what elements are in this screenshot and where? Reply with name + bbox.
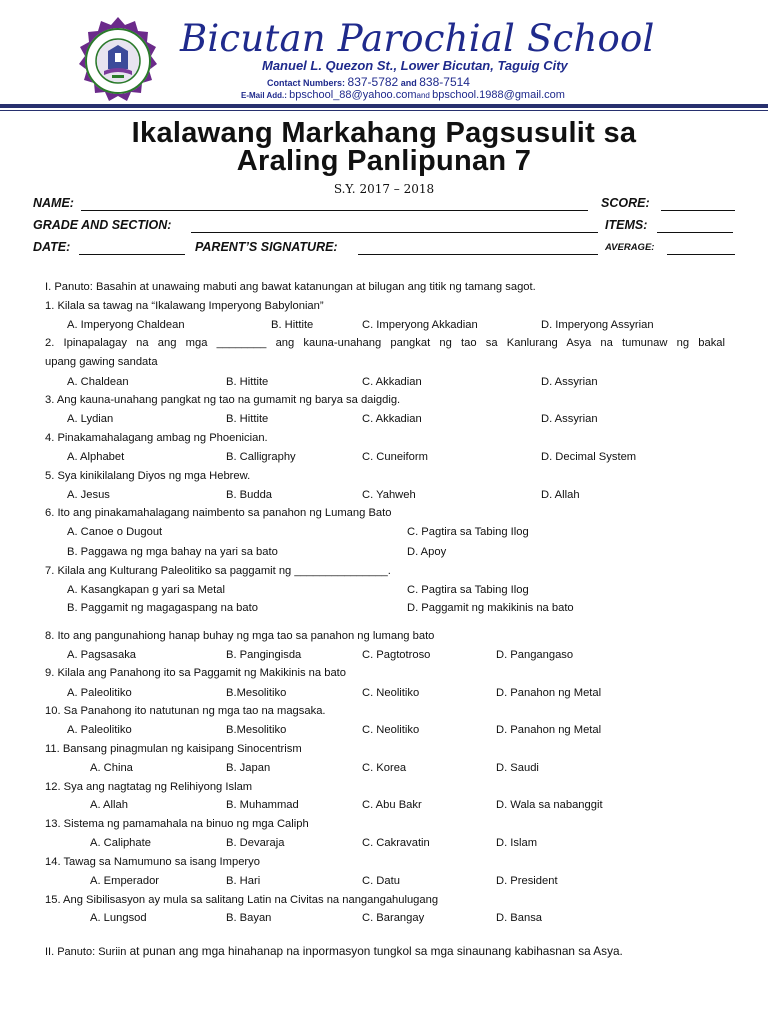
question-9-option-c[interactable]: C. Neolitiko — [362, 687, 420, 699]
question-7-option-d[interactable]: D. Paggamit ng makikinis na bato — [407, 602, 574, 614]
contact-number-2: 838-7514 — [419, 75, 470, 89]
question-13: 13. Sistema ng pamamahala na binuo ng mga Caliph — [45, 818, 309, 830]
question-14: 14. Tawag sa Namumuno sa isang Imperyo — [45, 856, 260, 868]
email-address — [241, 89, 565, 101]
parent-signature-label: PARENT’S SIGNATURE: — [195, 240, 338, 254]
question-1-option-d[interactable]: D. Imperyong Assyrian — [541, 319, 654, 331]
name-field[interactable] — [81, 210, 588, 211]
question-2-continued: upang gawing sandata — [45, 356, 158, 368]
question-6-option-d[interactable]: D. Apoy — [407, 546, 447, 558]
grade-section-field[interactable] — [191, 232, 598, 233]
question-5: 5. Sya kinikilalang Diyos ng mga Hebrew. — [45, 470, 251, 482]
question-11-option-c[interactable]: C. Korea — [362, 762, 407, 774]
question-1-option-a[interactable]: A. Imperyong Chaldean — [67, 319, 185, 331]
question-9: 9. Kilala ang Panahong ito sa Paggamit ng Makikinis na bato — [45, 667, 347, 679]
question-6: 6. Ito ang pinakamahalagang naimbento sa panahon ng Lumang Bato — [45, 507, 392, 519]
question-14-option-c[interactable]: C. Datu — [362, 875, 400, 887]
grade-section-label: GRADE AND SECTION: — [33, 218, 172, 232]
score-field[interactable] — [661, 210, 735, 211]
question-9-option-b[interactable]: B.Mesolitiko — [226, 687, 287, 699]
contact-number-1: 837-5782 — [347, 75, 399, 89]
question-4: 4. Pinakamahalagang ambag ng Phoenician. — [45, 432, 268, 444]
question-6-option-b[interactable]: B. Paggawa ng mga bahay na yari sa bato — [67, 546, 278, 558]
header-divider-thin — [0, 110, 768, 111]
contact-numbers — [267, 75, 470, 89]
exam-title-line-2: Araling Panlipunan 7 — [236, 145, 532, 177]
question-11-option-b[interactable]: B. Japan — [226, 762, 271, 774]
question-13-option-a[interactable]: A. Caliphate — [90, 837, 151, 849]
email-and: and — [416, 91, 433, 100]
question-12-option-d[interactable]: D. Wala sa nabanggit — [496, 799, 603, 811]
parent-signature-field[interactable] — [358, 254, 598, 255]
question-3-option-a[interactable]: A. Lydian — [67, 413, 114, 425]
date-label: DATE: — [33, 240, 71, 254]
question-7-option-b[interactable]: B. Paggamit ng magagaspang na bato — [67, 602, 258, 614]
question-2-option-d[interactable]: D. Assyrian — [541, 376, 598, 388]
question-5-option-c[interactable]: C. Yahweh — [362, 489, 416, 501]
question-10-option-c[interactable]: C. Neolitiko — [362, 724, 420, 736]
school-address: Manuel L. Quezon St., Lower Bicutan, Taguig City — [262, 58, 568, 73]
question-1-option-c[interactable]: C. Imperyong Akkadian — [362, 319, 478, 331]
part-1-instructions: I. Panuto: Basahin at unawaing mabuti ang bawat katanungan at bilugan ang titik ng tamang sagot. — [45, 281, 536, 293]
question-12-option-b[interactable]: B. Muhammad — [226, 799, 299, 811]
question-8-option-b[interactable]: B. Pangingisda — [226, 649, 302, 661]
question-11-option-a[interactable]: A. China — [90, 762, 133, 774]
email-label: E-Mail Add.: — [241, 91, 290, 100]
question-4-option-c[interactable]: C. Cuneiform — [362, 451, 428, 463]
question-9-option-a[interactable]: A. Paleolitiko — [67, 687, 132, 699]
contact-label: Contact Numbers: — [267, 78, 348, 88]
question-12: 12. Sya ang nagtatag ng Relihiyong Islam — [45, 781, 253, 793]
question-14-option-d[interactable]: D. President — [496, 875, 558, 887]
part-2-prefix: II. Panuto: Suriin — [45, 946, 127, 958]
question-11-option-d[interactable]: D. Saudi — [496, 762, 539, 774]
question-5-option-d[interactable]: D. Allah — [541, 489, 580, 501]
score-label: SCORE: — [601, 196, 650, 210]
question-2-option-a[interactable]: A. Chaldean — [67, 376, 129, 388]
question-3-option-b[interactable]: B. Hittite — [226, 413, 269, 425]
question-15: 15. Ang Sibilisasyon ay mula sa salitang Latin na Civitas na nangangahulugang — [45, 894, 439, 906]
question-4-option-b[interactable]: B. Calligraphy — [226, 451, 296, 463]
date-row — [33, 240, 735, 258]
part-2-instructions — [45, 944, 623, 958]
question-2-option-b[interactable]: B. Hittite — [226, 376, 269, 388]
question-13-option-d[interactable]: D. Islam — [496, 837, 538, 849]
question-15-option-a[interactable]: A. Lungsod — [90, 912, 147, 924]
question-8-option-a[interactable]: A. Pagsasaka — [67, 649, 137, 661]
question-12-option-a[interactable]: A. Allah — [90, 799, 128, 811]
question-8-option-c[interactable]: C. Pagtotroso — [362, 649, 431, 661]
name-label: NAME: — [33, 196, 74, 210]
email-1: bpschool_88@yahoo.com — [289, 89, 417, 101]
items-field[interactable] — [657, 232, 733, 233]
school-name: Bicutan Parochial School — [180, 17, 655, 60]
question-11: 11. Bansang pinagmulan ng kaisipang Sinocentrism — [45, 743, 302, 755]
question-7-option-a[interactable]: A. Kasangkapan g yari sa Metal — [67, 584, 225, 596]
question-13-option-b[interactable]: B. Devaraja — [226, 837, 285, 849]
grade-row — [33, 218, 735, 236]
question-3: 3. Ang kauna-unahang pangkat ng tao na gumamit ng barya sa daigdig. — [45, 394, 401, 406]
question-7-option-c[interactable]: C. Pagtira sa Tabing Ilog — [407, 584, 529, 596]
question-6-option-c[interactable]: C. Pagtira sa Tabing Ilog — [407, 526, 529, 538]
question-9-option-d[interactable]: D. Panahon ng Metal — [496, 687, 602, 699]
question-12-option-c[interactable]: C. Abu Bakr — [362, 799, 422, 811]
question-1-option-b[interactable]: B. Hittite — [271, 319, 314, 331]
email-2: bpschool.1988@gmail.com — [432, 89, 565, 101]
question-15-option-b[interactable]: B. Bayan — [226, 912, 272, 924]
question-2-option-c[interactable]: C. Akkadian — [362, 376, 422, 388]
question-2: 2. Ipinapalagay na ang mga ________ ang kauna-unahang pangkat ng tao sa Kanlurang Asya na tumunaw ng bakal — [45, 337, 725, 349]
part-2-text: at punan ang mga hinahanap na inpormasyon tungkol sa mga sinaunang kabihasnan sa Asya. — [126, 944, 623, 958]
question-3-option-d[interactable]: D. Assyrian — [541, 413, 598, 425]
question-5-option-a[interactable]: A. Jesus — [67, 489, 110, 501]
question-15-option-c[interactable]: C. Barangay — [362, 912, 425, 924]
question-10-option-d[interactable]: D. Panahon ng Metal — [496, 724, 602, 736]
school-header — [0, 0, 768, 110]
question-4-option-d[interactable]: D. Decimal System — [541, 451, 637, 463]
average-label: AVERAGE: — [605, 242, 655, 253]
items-label: ITEMS: — [605, 218, 648, 232]
date-field[interactable] — [79, 254, 185, 255]
question-8: 8. Ito ang pangunahiong hanap buhay ng mga tao sa panahon ng lumang bato — [45, 630, 435, 642]
school-year: S.Y. 2017 – 2018 — [333, 182, 435, 196]
name-row — [33, 196, 735, 214]
question-15-option-d[interactable]: D. Bansa — [496, 912, 543, 924]
question-10-option-a[interactable]: A. Paleolitiko — [67, 724, 132, 736]
question-6-option-a[interactable]: A. Canoe o Dugout — [67, 526, 163, 538]
average-field[interactable] — [667, 254, 735, 255]
question-13-option-c[interactable]: C. Cakravatin — [362, 837, 430, 849]
question-5-option-b[interactable]: B. Budda — [226, 489, 273, 501]
question-14-option-a[interactable]: A. Emperador — [90, 875, 160, 887]
question-1: 1. Kilala sa tawag na “Ikalawang Imperyong Babylonian” — [45, 300, 324, 312]
header-divider-thick — [0, 104, 768, 108]
question-4-option-a[interactable]: A. Alphabet — [67, 451, 125, 463]
school-seal-icon — [68, 15, 168, 107]
contact-and: and — [398, 78, 420, 88]
exam-title-line-1: Ikalawang Markahang Pagsusulit sa — [131, 117, 637, 149]
question-10-option-b[interactable]: B.Mesolitiko — [226, 724, 287, 736]
question-8-option-d[interactable]: D. Pangangaso — [496, 649, 574, 661]
question-7: 7. Kilala ang Kulturang Paleolitiko sa paggamit ng _______________. — [45, 565, 391, 577]
question-3-option-c[interactable]: C. Akkadian — [362, 413, 422, 425]
question-10: 10. Sa Panahong ito natutunan ng mga tao na magsaka. — [45, 705, 326, 717]
question-14-option-b[interactable]: B. Hari — [226, 875, 261, 887]
